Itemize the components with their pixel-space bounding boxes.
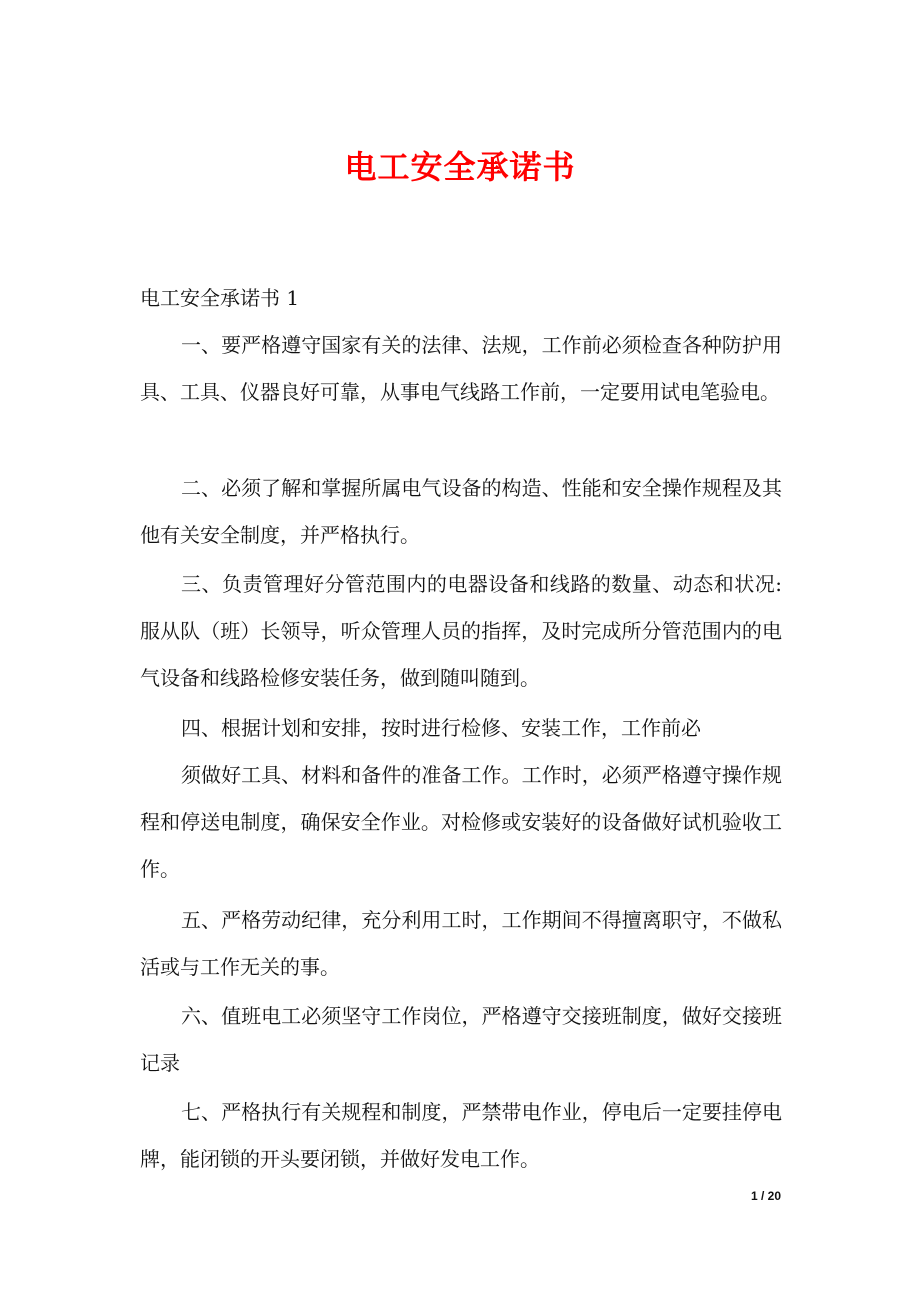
paragraph-4: 四、根据计划和安排，按时进行检修、安装工作，工作前必: [181, 716, 701, 740]
paragraph-1: 一、要严格遵守国家有关的法律、法规，工作前必须检查各种防护用具、工具、仪器良好可靠，从事电气线路工作前，一定要用试电笔验电。: [140, 333, 782, 404]
paragraph-3: 三、负责管理好分管范围内的电器设备和线路的数量、动态和状况: 服从队（班）长领导，听众管理人员的指挥，及时完成所分管范围内的电气设备和线路检修安装任务，做到随叫随到。: [140, 572, 782, 690]
paragraph-6: 六、值班电工必须坚守工作岗位，严格遵守交接班制度，做好交接班记录: [140, 1004, 782, 1075]
page-number: 1 / 20: [750, 1189, 781, 1203]
paragraph-5: 五、严格劳动纪律，充分利用工时，工作期间不得擅离职守，不做私活或与工作无关的事。: [140, 908, 782, 979]
paragraph-2: 二、必须了解和掌握所属电气设备的构造、性能和安全操作规程及其他有关安全制度，并严格执行。: [140, 476, 782, 547]
paragraph-7: 七、严格执行有关规程和制度，严禁带电作业，停电后一定要挂停电牌，能闭锁的开头要闭锁，并做好发电工作。: [140, 1100, 782, 1171]
section-heading: 电工安全承诺书 1: [140, 286, 300, 310]
paragraph-4-continued: 须做好工具、材料和备件的准备工作。工作时，必须严格遵守操作规程和停送电制度，确保安全作业。对检修或安装好的设备做好试机验收工作。: [140, 763, 782, 881]
document-title: 电工安全承诺书: [344, 148, 576, 186]
